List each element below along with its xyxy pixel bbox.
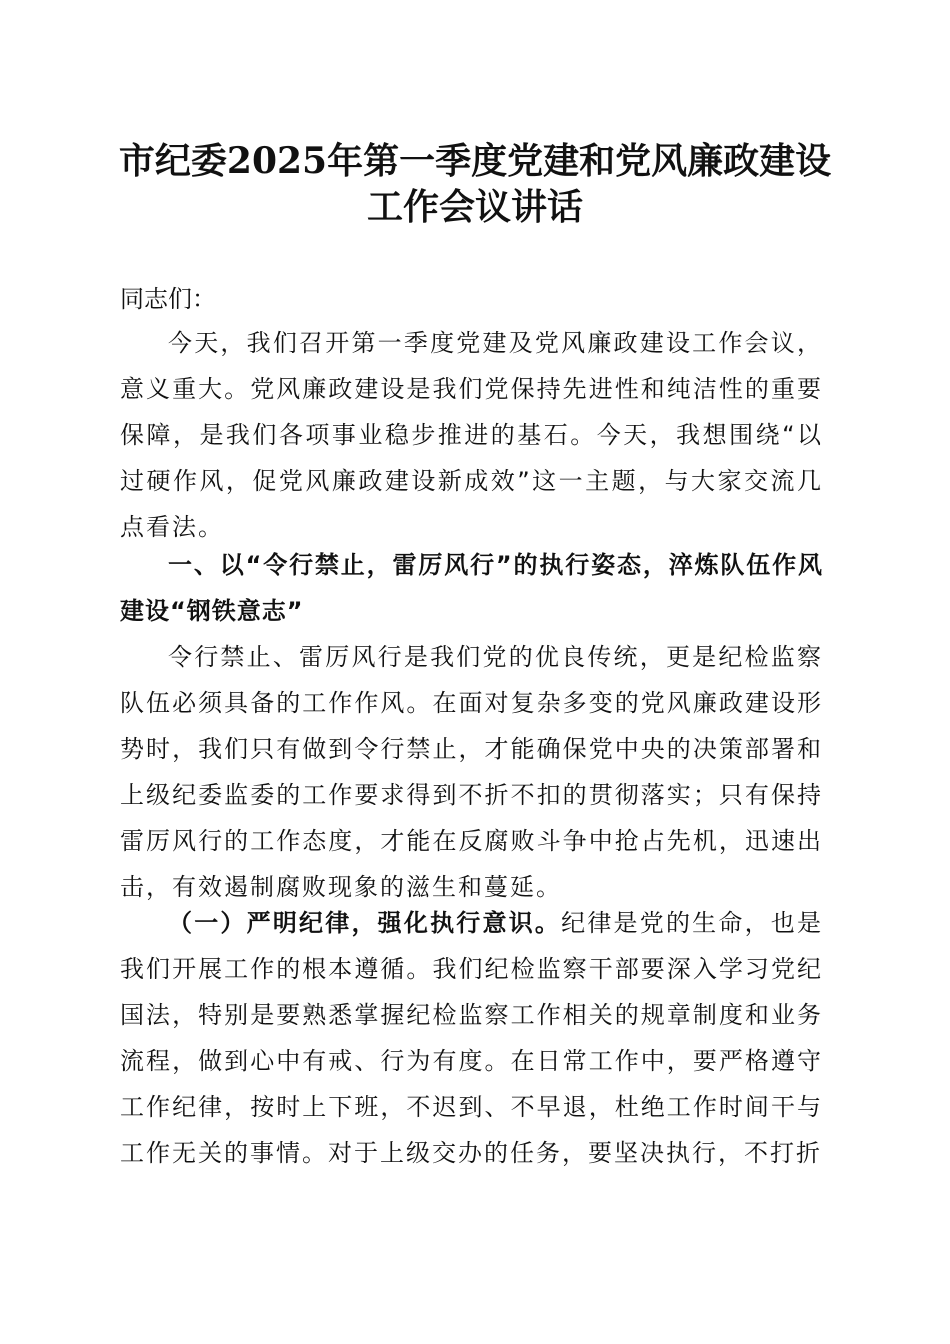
section-1-paragraph: 令行禁止、雷厉风行是我们党的优良传统，更是纪检监察队伍必须具备的工作作风。在面对复杂多变的党风廉政建设形势时，我们只有做到令行禁止，才能确保党中央的决策部署和上级纪委监委的工作要求得到不折不扣的贯彻落实；只有保持雷厉风行的工作态度，才能在反腐败斗争中抢占先机，迅速出击，有效遏制腐败现象的滋生和蔓延。 [120, 643, 823, 901]
section-1-heading: 一、以“令行禁止，雷厉风行”的执行姿态，淬炼队伍作风建设“钢铁意志” [120, 551, 823, 625]
document-title-line-1: 市纪委2025年第一季度党建和党风廉政建设 [118, 140, 832, 182]
document-title-line-2: 工作会议讲话 [366, 186, 583, 228]
intro-paragraph: 今天，我们召开第一季度党建及党风廉政建设工作会议，意义重大。党风廉政建设是我们党保持先进性和纯洁性的重要保障，是我们各项事业稳步推进的基石。今天，我想围绕“以过硬作风，促党风廉政建设新成效”这一主题，与大家交流几点看法。 [120, 329, 823, 541]
greeting: 同志们： [120, 285, 216, 313]
subsection-1-paragraph [120, 900, 823, 1176]
subsection-1-body: 纪律是党的生命，也是我们开展工作的根本遵循。我们纪检监察干部要深入学习党纪国法，特别是要熟悉掌握纪检监察工作相关的规章制度和业务流程，做到心中有戒、行为有度。在日常工作中，要严格遵守工作纪律，按时上下班，不迟到、不早退，杜绝工作时间干与工作无关的事情。对于上级交办的任务，要坚决执行，不打折 [120, 909, 823, 1167]
subsection-1-lead: （一）严明纪律，强化执行意识。 [168, 909, 562, 937]
